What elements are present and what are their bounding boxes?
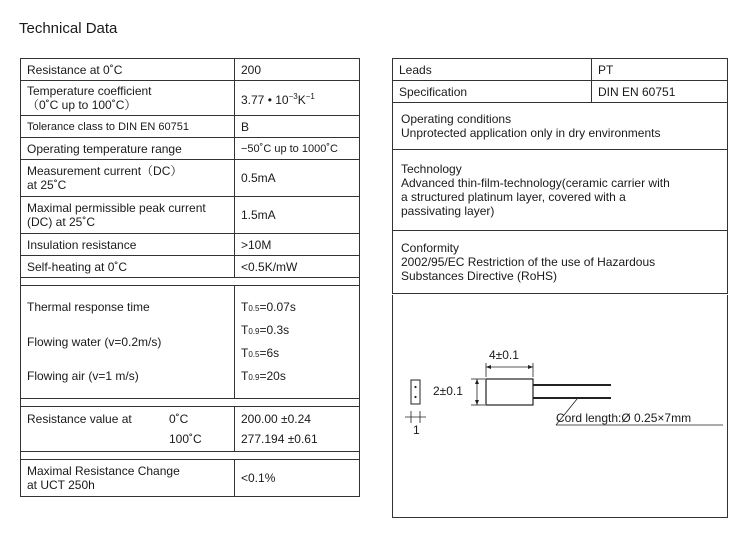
thermal-response-label: Thermal response time [27,300,150,314]
meas-current-value: 0.5mA [235,160,360,197]
temp-coeff-label: Temperature coefficient （0˚C up to 100˚C） [21,81,235,116]
response-value: T0.9=20s [241,369,286,383]
table-row [21,460,360,497]
flowing-air-label: Flowing air (v=1 m/s) [27,369,139,383]
resistance-value-label: Resistance value at 0˚C 100˚C [21,407,235,452]
meas-current-label: Measurement current（DC） at 25˚C [21,160,235,197]
self-heating-label: Self-heating at 0˚C [21,256,235,278]
sensor-drawing-svg [393,295,727,517]
op-temp-label: Operating temperature range [21,138,235,160]
insulation-label: Insulation resistance [21,234,235,256]
dimension-thickness-label: 1 [413,423,420,437]
right-spec-table [392,58,728,294]
leads-value: PT [592,59,728,81]
peak-current-label: Maximal permissible peak current (DC) at 25˚C [21,197,235,234]
table-row [21,197,360,234]
table-row [21,138,360,160]
table-row [21,59,360,81]
tolerance-value: B [235,116,360,138]
resistance-value: 200 [235,59,360,81]
temp-coeff-value: 3.77 • $10^{-3}K^{-1}$ [235,81,360,116]
spec-value: DIN EN 60751 [592,81,728,103]
table-row [393,231,728,294]
table-row [393,150,728,231]
chip-body [486,379,533,405]
spec-label: Specification [393,81,592,103]
table-row [21,286,360,399]
table-row [21,116,360,138]
op-temp-value: −50˚C up to 1000˚C [235,138,360,160]
response-value: T0.9=0.3s [241,323,290,337]
response-value: T0.5=0.07s [241,300,296,314]
operating-conditions: Operating conditions Unprotected application only in dry environments [393,103,728,150]
peak-current-value: 1.5mA [235,197,360,234]
self-heating-value: <0.5K/mW [235,256,360,278]
table-row [393,103,728,150]
tolerance-label: Tolerance class to DIN EN 60751 [21,116,235,138]
lead-dot [414,396,416,398]
table-row [21,234,360,256]
table-row [21,407,360,452]
table-row [21,256,360,278]
sensor-dimension-drawing [392,295,728,518]
table-row [393,59,728,81]
table-row [21,81,360,116]
dimension-width-label: 2±0.1 [433,384,463,398]
response-time-values [235,286,360,399]
response-value: T0.5=6s [241,346,280,360]
lead-dot [414,386,416,388]
table-row [393,81,728,103]
leads-label: Leads [393,59,592,81]
dimension-length-label: 4±0.1 [489,348,519,362]
conformity: Conformity 2002/95/EC Restriction of the use of Hazardous Substances Directive (RoHS) [393,231,728,294]
insulation-value: >10M [235,234,360,256]
flowing-water-label: Flowing water (v=0.2m/s) [27,335,162,349]
response-time-labels [21,286,235,399]
cord-length-label: Cord length:Ø 0.25×7mm [556,411,692,425]
resistance-value-values: 200.00 ±0.24 277.194 ±0.61 [235,407,360,452]
left-spec-table [20,58,360,497]
table-row [21,160,360,197]
technology: Technology Advanced thin-film-technology(ceramic carrier with a structured platinum layer, covered with a passivating layer) [393,150,728,231]
max-change-label: Maximal Resistance Change at UCT 250h [21,460,235,497]
page-title: Technical Data [19,20,118,37]
max-change-value: <0.1% [235,460,360,497]
chip-side-view [411,380,420,404]
resistance-label: Resistance at 0˚C [21,59,235,81]
